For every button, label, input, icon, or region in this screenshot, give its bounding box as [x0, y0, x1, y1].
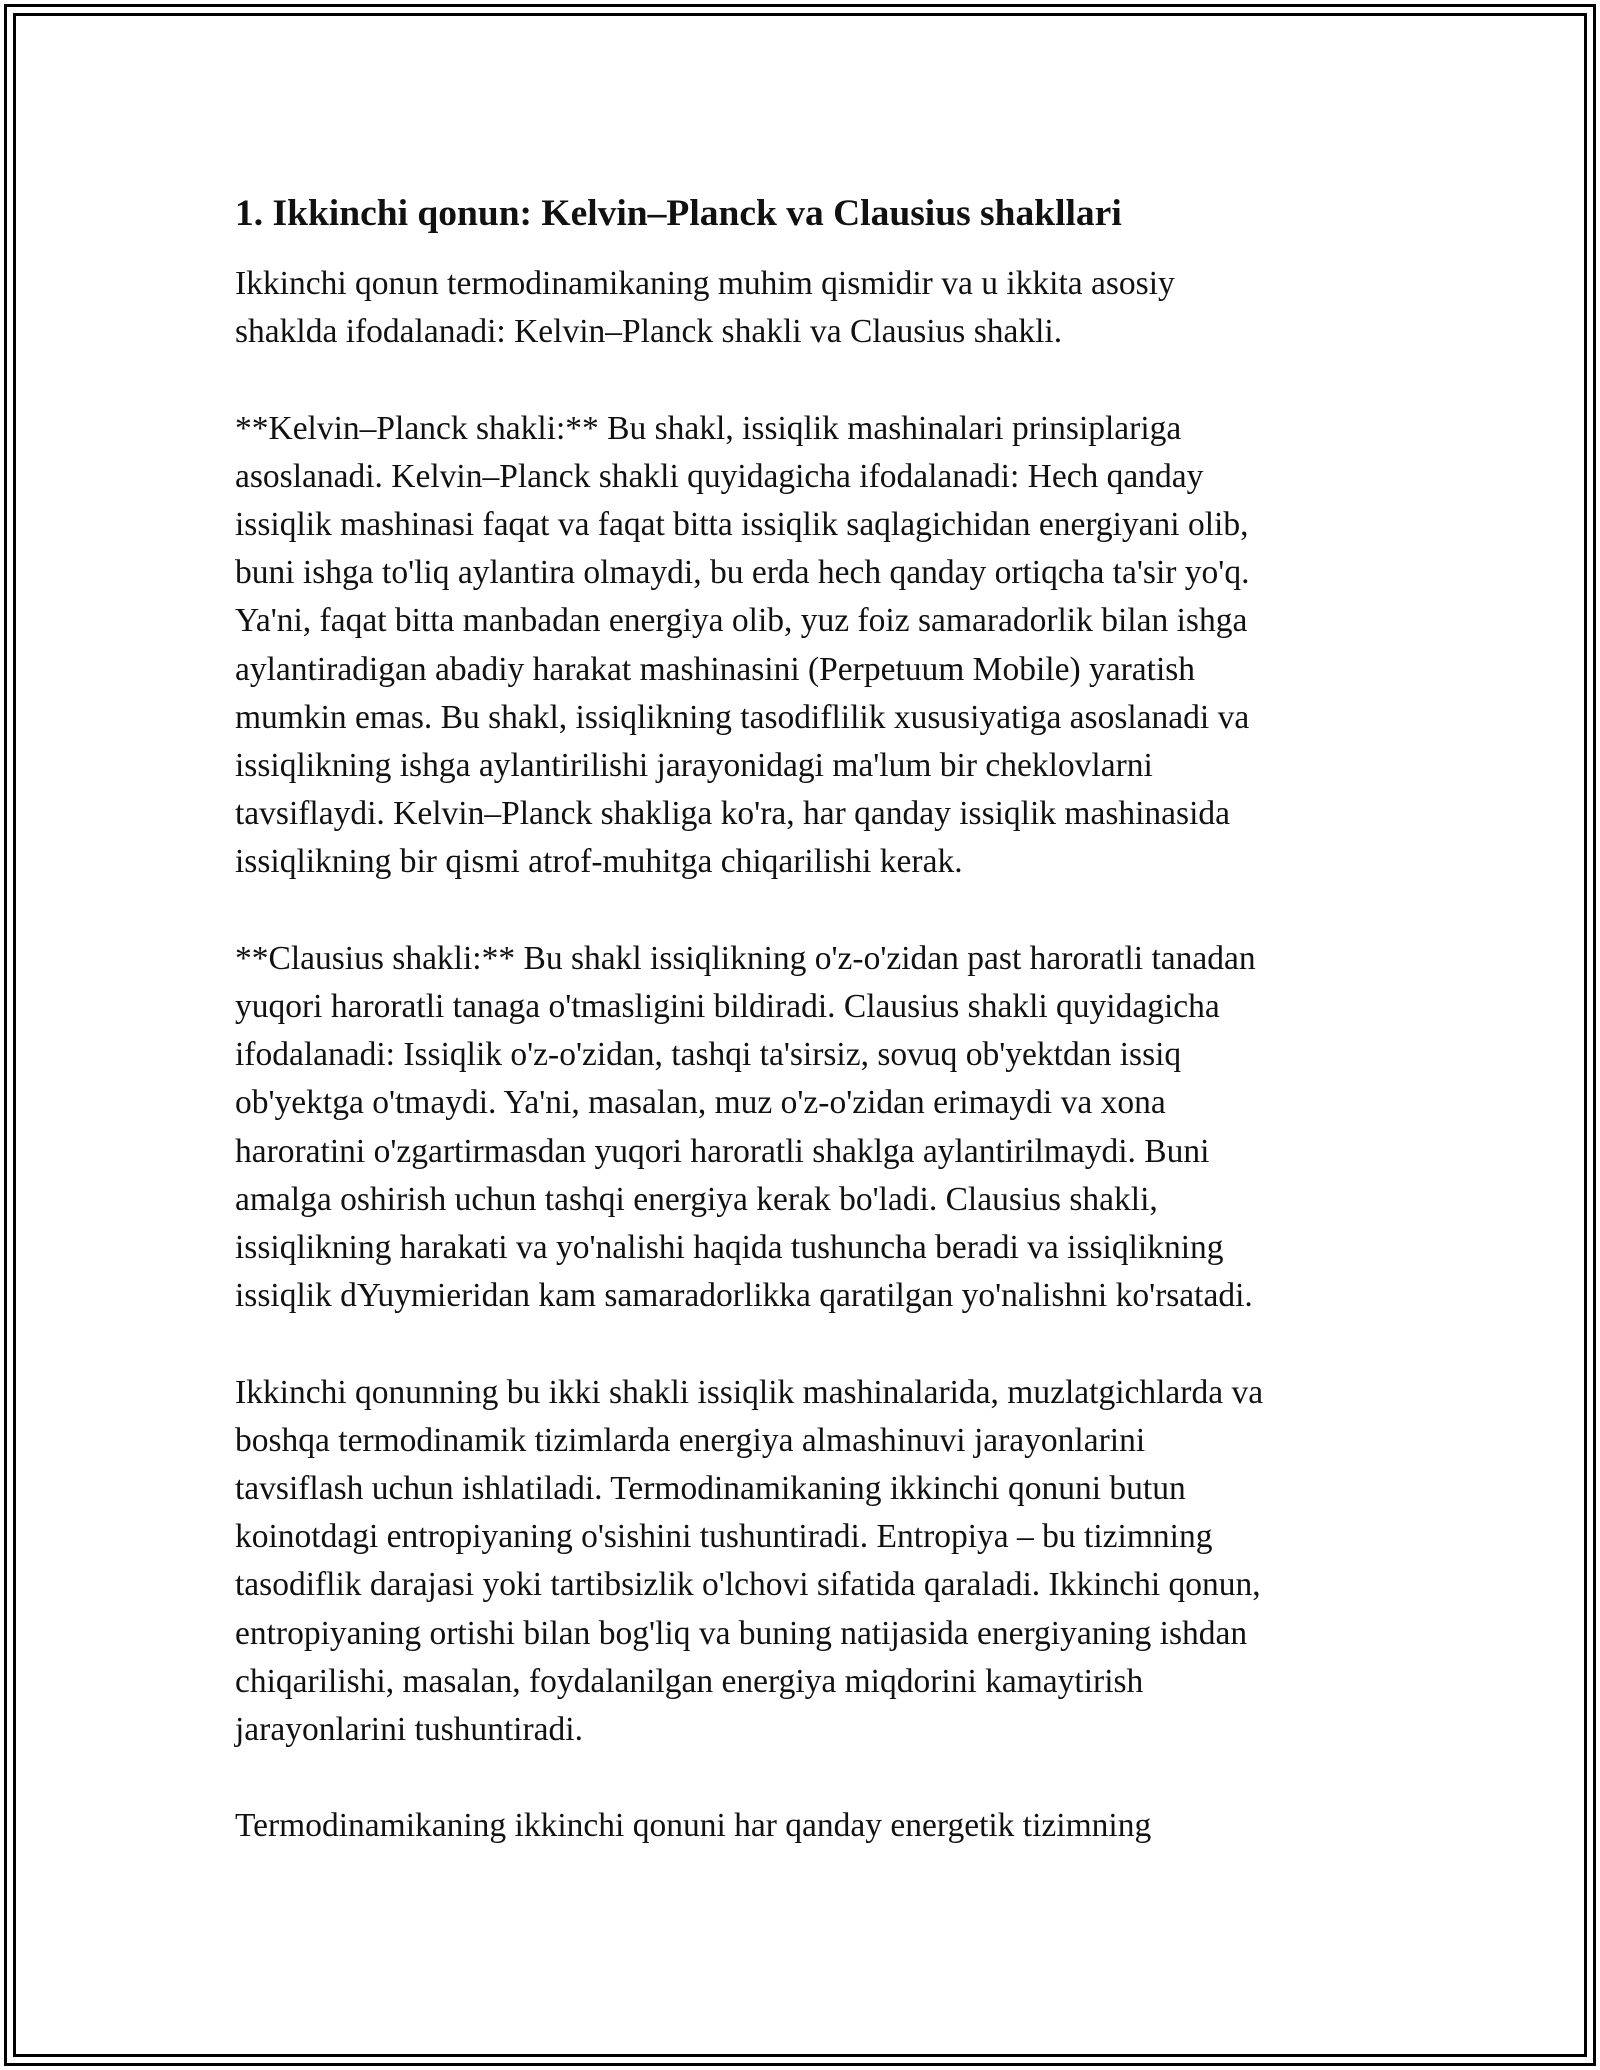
text-line: aylantiradigan abadiy harakat mashinasini (Perpetuum Mobile) yaratish	[235, 650, 1196, 688]
text-line: haroratini o'zgartirmasdan yuqori haroratli shaklga aylantirilmaydi. Buni	[235, 1132, 1210, 1170]
text-line: Ikkinchi qonun termodinamikaning muhim qismidir va u ikkita asosiy	[235, 265, 1175, 302]
text-line: issiqlikning harakati va yo'nalishi haqida tushuncha beradi va issiqlikning	[235, 1229, 1224, 1267]
text-line: tasodiflik darajasi yoki tartibsizlik o'lchovi sifatida qaraladi. Ikkinchi qonun,	[235, 1566, 1261, 1604]
text-line: koinotdagi entropiyaning o'sishini tushuntiradi. Entropiya – bu tizimning	[235, 1518, 1213, 1556]
text-line: **Kelvin–Planck shakli:** Bu shakl, issiqlik mashinalari prinsiplariga	[235, 409, 1182, 447]
text-line: ob'yektga o'tmaydi. Ya'ni, masalan, muz o'z-o'zidan erimaydi va xona	[235, 1084, 1166, 1122]
text-line: issiqlikning bir qismi atrof-muhitga chiqarilishi kerak.	[235, 843, 963, 881]
text-line: amalga oshirish uchun tashqi energiya kerak bo'ladi. Clausius shakli,	[235, 1180, 1158, 1218]
text-line: issiqlik dYuymieridan kam samaradorlikka qaratilgan yo'nalishni ko'rsatadi.	[235, 1277, 1253, 1315]
text-line: tavsiflaydi. Kelvin–Planck shakliga ko'ra, har qanday issiqlik mashinasida	[235, 795, 1231, 833]
text-line: buni ishga to'liq aylantira olmaydi, bu erda hech qanday ortiqcha ta'sir yo'q.	[235, 554, 1250, 592]
text-line: chiqarilishi, masalan, foydalanilgan energiya miqdorini kamaytirish	[235, 1662, 1144, 1700]
paragraph-applications	[235, 1369, 1375, 1755]
text-line: jarayonlarini tushuntiradi.	[235, 1711, 583, 1749]
text-line: issiqlikning ishga aylantirilishi jarayonidagi ma'lum bir cheklovlarni	[235, 747, 1153, 785]
paragraph-clausius	[235, 935, 1375, 1321]
text-line: issiqlik mashinasi faqat va faqat bitta issiqlik saqlagichidan energiyani olib,	[235, 506, 1249, 543]
text-line: mumkin emas. Bu shakl, issiqlikning tasodiflilik xususiyatiga asoslanadi va	[235, 698, 1250, 736]
text-line: Ikkinchi qonunning bu ikki shakli issiqlik mashinalarida, muzlatgichlarda va	[235, 1373, 1264, 1411]
text-line: asoslanadi. Kelvin–Planck shakli quyidagicha ifodalanadi: Hech qanday	[235, 457, 1204, 495]
text-line: entropiyaning ortishi bilan bog'liq va buning natijasida energiyaning ishdan	[235, 1614, 1248, 1652]
text-line: Termodinamikaning ikkinchi qonuni har qanday energetik tizimning	[235, 1807, 1152, 1845]
text-line: ifodalanadi: Issiqlik o'z-o'zidan, tashqi ta'sirsiz, sovuq ob'yektdan issiq	[235, 1036, 1182, 1074]
text-line: yuqori haroratli tanaga o'tmasligini bildiradi. Clausius shakli quyidagicha	[235, 988, 1220, 1026]
paragraph-intro	[235, 260, 1375, 356]
text-line: tavsiflash uchun ishlatiladi. Termodinamikaning ikkinchi qonuni butun	[235, 1470, 1186, 1508]
section-heading: 1. Ikkinchi qonun: Kelvin–Planck va Clausius shakllari	[235, 193, 1122, 234]
text-line: shaklda ifodalanadi: Kelvin–Planck shakli va Clausius shakli.	[235, 313, 1063, 351]
paragraph-kelvin-planck	[235, 405, 1375, 887]
text-line: **Clausius shakli:** Bu shakl issiqlikning o'z-o'zidan past haroratli tanadan	[235, 939, 1256, 977]
document-body	[235, 185, 1375, 1899]
text-line: boshqa termodinamik tizimlarda energiya almashinuvi jarayonlarini	[235, 1421, 1146, 1459]
paragraph-closing	[235, 1802, 1375, 1850]
text-line: Ya'ni, faqat bitta manbadan energiya olib, yuz foiz samaradorlik bilan ishga	[235, 602, 1248, 640]
